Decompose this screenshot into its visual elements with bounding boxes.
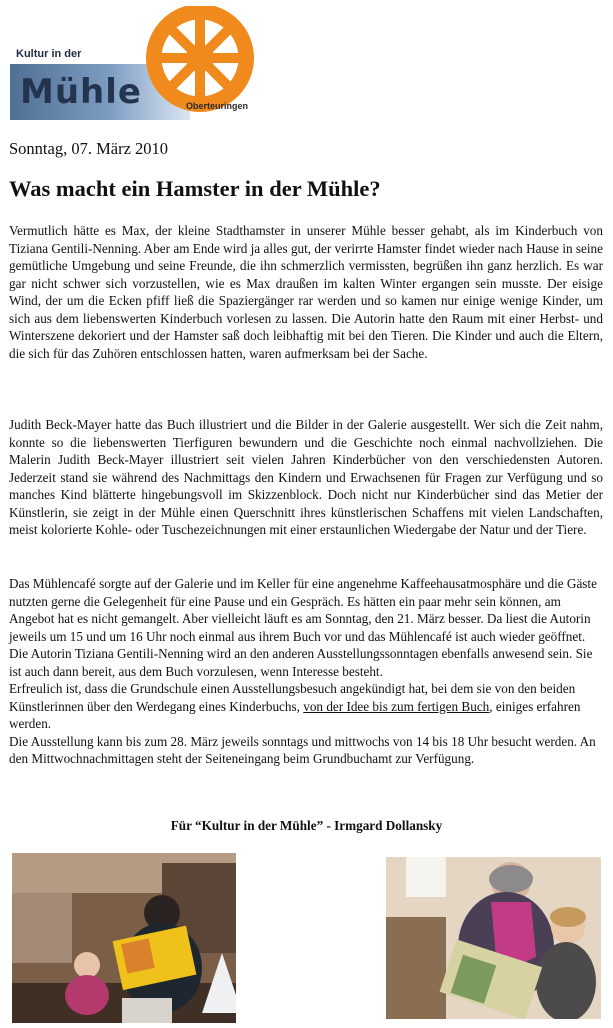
paragraph-3 — [9, 575, 603, 768]
idea-to-book-link[interactable]: von der Idee bis zum fertigen Buch — [303, 698, 490, 714]
photo-grandmother-reading — [386, 857, 601, 1019]
logo-place-text: Oberteuringen — [186, 101, 249, 111]
paragraph-2: Judith Beck-Mayer hatte das Buch illustriert und die Bilder in der Galerie ausgestellt. Wer sich die Zeit nahm, konnte so die liebenswerten Tierfiguren bewundern und die Geschichte noch einmal nachvollziehen. Die Malerin Judith Beck-Mayer illustriert seit vielen Jahren Kinderbücher von den verschiedensten Autoren. Jederzeit stand sie während des Nachmittags den Kindern und Erwachsenen für Fragen zur Verfügung und so manches Kind blätterte hingebungsvoll im Skizzenblock. Doch nicht nur Kinderbücher sind das Metier der Künstlerin, sie zeigt in der Mühle einen Querschnitt ihres künstlerischen Schaffens mit vielen Landschaften, meist kolorierte Kohle- oder Tuschezeichnungen mit einer erstaunlichen Wiedergabe der Natur und der Tiere. — [9, 417, 603, 537]
paragraph-3-hours: Die Ausstellung kann bis zum 28. März jeweils sonntags und mittwochs von 14 bis 18 Uhr besucht werden. An den Mittwochnachmittagen steht der Seiteneingang beim Grundbuchamt zur Verfügung. — [9, 733, 596, 766]
photo-left-illustration — [12, 853, 236, 1023]
photo-reading-to-child — [12, 853, 236, 1023]
logo-big-text: Mühle — [20, 72, 142, 112]
paragraph-1: Vermutlich hätte es Max, der kleine Stadthamster in unserer Mühle besser gehabt, als im Kinderbuch von Tiziana Gentili-Nenning. Aber am Ende wird ja alles gut, der verirrte Hamster findet wieder nach Hause in seine gemütliche Umgebung und seine Freunde, die ihn schmerzlich vermissten, begrüßen ihn ganz herzlich. Es war gar nicht schwer sich vorzustellen, wie es Max draußen im kalten Winter ergangen sein musste. Der eisige Wind, der um die Ecken pfiff ließ die Spaziergänger rar werden und so kamen nur einige wenige Kinder, um sich aus dem liebenswerten Kinderbuch vorlesen zu lassen. Die Autorin hatte den Raum mit einer Herbst- und Winterszene dekoriert und der Hamster saß doch leibhaftig mit bei den Tieren. Die Kinder und auch die Eltern, die sich für das Zuhören entschlossen hatten, waren aufmerksam bei der Sache. — [9, 223, 603, 361]
logo-small-text: Kultur in der — [16, 48, 82, 60]
kultur-muehle-logo — [10, 6, 260, 120]
author-signature: Für “Kultur in der Mühle” - Irmgard Dollansky — [170, 818, 443, 833]
photo-right-illustration — [386, 857, 601, 1019]
paragraph-3-cafe: Das Mühlencafé sorgte auf der Galerie und im Keller für eine angenehme Kaffeehausatmosphäre und die Gäste nutzten gerne die Gelegenheit für eine Pause und ein Gespräch. Es hätten ein paar mehr sein können, am Angebot hat es nicht gemangelt. Aber vielleicht läuft es am Sonntag, den 21. März besser. Da liest die Autorin jeweils um 15 und um 16 Uhr noch einmal aus ihrem Buch vor und das Mühlencafé ist auch wieder geöffnet. Die Autorin Tiziana Gentili-Nenning wird an den anderen Ausstellungssonntagen ebenfalls anwesend sein. Sie ist auch dann bereit, aus dem Buch vorzulesen, wenn Interesse besteht. — [9, 576, 597, 679]
article-date: Sonntag, 07. März 2010 — [9, 139, 169, 158]
article-title: Was macht ein Hamster in der Mühle? — [9, 176, 381, 201]
paragraph-3-school-pre: Erfreulich ist, dass die Grundschule einen Ausstellungsbesuch angekündigt hat, bei dem sie von den beiden Künstlerinnen über den Werdegang eines Kinderbuchs, — [9, 681, 576, 714]
paragraph-3-school-post: , einiges erfahren werden. — [9, 698, 581, 731]
